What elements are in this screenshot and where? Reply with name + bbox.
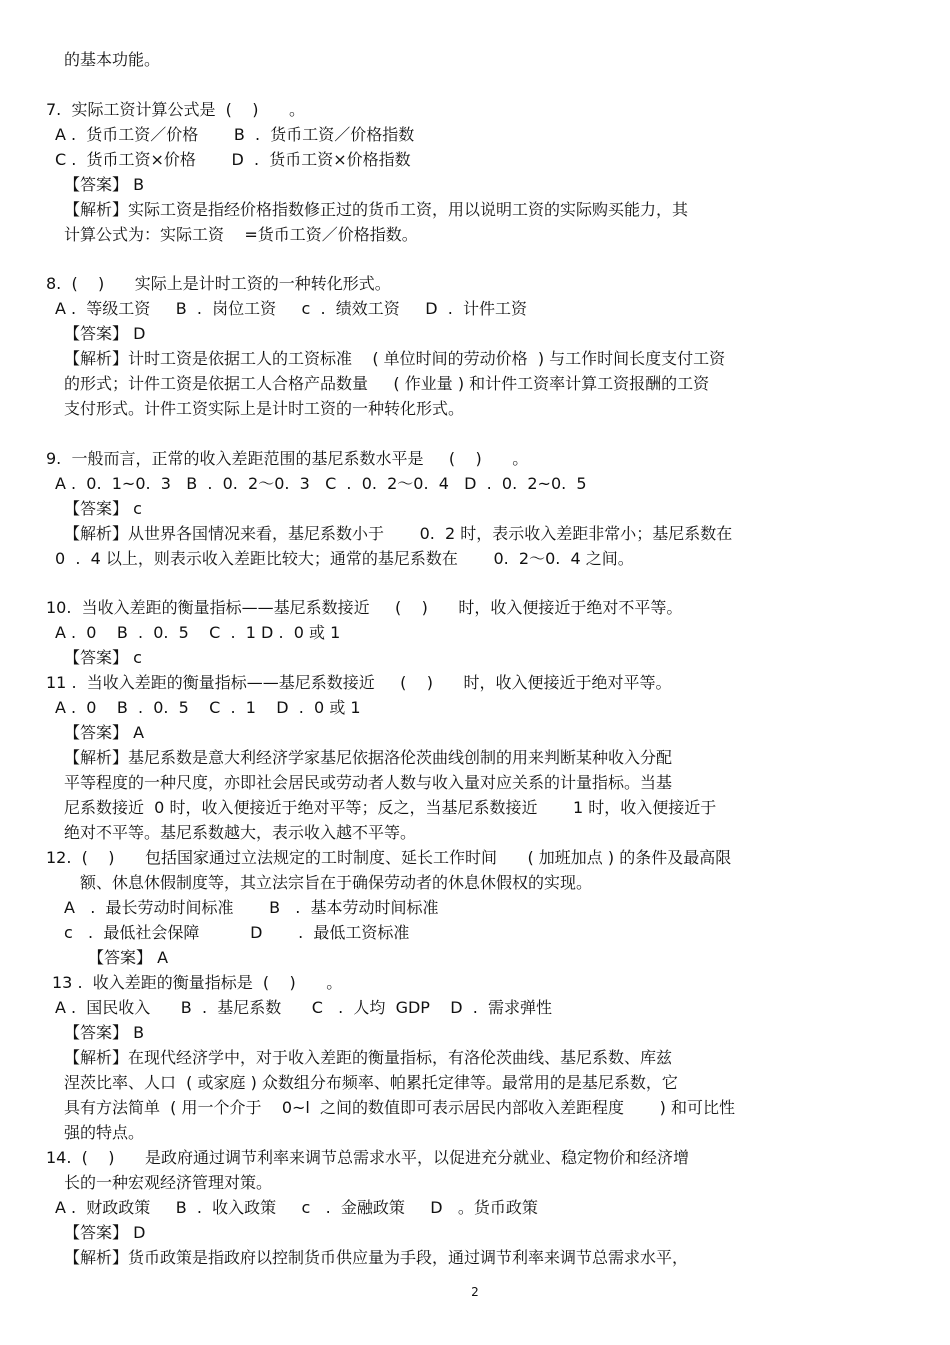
answer-line: 【答案】 B (64, 175, 145, 194)
options-line: C . 货币工资×价格 D . 货币工资×价格指数 (55, 150, 411, 169)
explanation-line: 0 . 4 以上，则表示收入差距比较大；通常的基尼系数在 0. 2～0. 4 之间。 (55, 549, 634, 568)
answer-line: 【答案】 A (64, 723, 145, 742)
options-line: A . 等级工资 B . 岗位工资 c . 绩效工资 D . 计件工资 (55, 299, 527, 318)
question-10: 10. 当收入差距的衡量指标——基尼系数接近 ( ) 时，收入便接近于绝对不平等。 (46, 598, 683, 617)
explanation-line: 【解析】在现代经济学中，对于收入差距的衡量指标，有洛伦茨曲线、基尼系数、库兹 (64, 1048, 673, 1067)
options-line: A . 0 B . 0. 5 C . 1 D . 0 或 1 (55, 698, 361, 717)
question-12: 12. ( ) 包括国家通过立法规定的工时制度、延长工作时间 ( 加班加点 ) 的条件及最高限 (46, 848, 732, 867)
options-line: A . 最长劳动时间标准 B . 基本劳动时间标准 (64, 898, 439, 917)
options-line: A . 国民收入 B . 基尼系数 C . 人均 GDP D . 需求弹性 (55, 998, 553, 1017)
answer-line: 【答案】 A (88, 948, 169, 967)
page-number: 2 (471, 1285, 479, 1299)
explanation-line: 【解析】基尼系数是意大利经济学家基尼依据洛伦茨曲线创制的用来判断某种收入分配 (64, 748, 673, 767)
explanation-line: 的形式；计件工资是依据工人合格产品数量 ( 作业量 ) 和计件工资率计算工资报酬的工资 (64, 374, 710, 393)
explanation-line: 【解析】从世界各国情况来看，基尼系数小于 0. 2 时，表示收入差距非常小；基尼系数在 (64, 524, 733, 543)
text-line: 的基本功能。 (64, 50, 161, 69)
explanation-line: 支付形式。计件工资实际上是计时工资的一种转化形式。 (64, 399, 465, 418)
options-line: A . 0 B . 0. 5 C . 1 D . 0 或 1 (55, 623, 341, 642)
question-9: 9. 一般而言，正常的收入差距范围的基尼系数水平是 ( ) 。 (46, 449, 529, 468)
explanation-line: 【解析】计时工资是依据工人的工资标准 ( 单位时间的劳动价格 ) 与工作时间长度支付工资 (64, 349, 726, 368)
question-7: 7. 实际工资计算公式是 ( ) 。 (46, 100, 305, 119)
explanation-line: 具有方法简单 ( 用一个介于 0~l 之间的数值即可表示居民内部收入差距程度 ) 和可比性 (64, 1098, 735, 1117)
explanation-line: 涅茨比率、人口 ( 或家庭 ) 众数组分布频率、帕累托定律等。最常用的是基尼系数，它 (64, 1073, 678, 1092)
question-12-continued: 额、休息休假制度等，其立法宗旨在于确保劳动者的休息休假权的实现。 (80, 873, 593, 892)
question-8: 8. ( ) 实际上是计时工资的一种转化形式。 (46, 274, 391, 293)
explanation-line: 【解析】货币政策是指政府以控制货币供应量为手段，通过调节利率来调节总需求水平， (64, 1248, 689, 1267)
explanation-line: 尼系数接近 0 时，收入便接近于绝对平等；反之，当基尼系数接近 1 时，收入便接近于 (64, 798, 717, 817)
explanation-line: 【解析】实际工资是指经价格指数修正过的货币工资，用以说明工资的实际购买能力，其 (64, 200, 689, 219)
options-line: A . 财政政策 B . 收入政策 c . 金融政策 D 。货币政策 (55, 1198, 538, 1217)
options-line: c . 最低社会保障 D . 最低工资标准 (64, 923, 410, 942)
question-11: 11 . 当收入差距的衡量指标——基尼系数接近 ( ) 时，收入便接近于绝对平等。 (46, 673, 672, 692)
answer-line: 【答案】 D (64, 1223, 146, 1242)
answer-line: 【答案】 D (64, 324, 146, 343)
explanation-line: 绝对不平等。基尼系数越大，表示收入越不平等。 (64, 823, 417, 842)
question-14-continued: 长的一种宏观经济管理对策。 (64, 1173, 273, 1192)
question-14: 14. ( ) 是政府通过调节利率来调节总需求水平，以促进充分就业、稳定物价和经济增 (46, 1148, 689, 1167)
explanation-line: 平等程度的一种尺度，亦即社会居民或劳动者人数与收入量对应关系的计量指标。当基 (64, 773, 673, 792)
answer-line: 【答案】 B (64, 1023, 145, 1042)
answer-line: 【答案】 c (64, 499, 142, 518)
answer-line: 【答案】 c (64, 648, 142, 667)
question-13: 13 . 收入差距的衡量指标是 ( ) 。 (52, 973, 343, 992)
options-line: A . 货币工资／价格 B . 货币工资／价格指数 (55, 125, 415, 144)
explanation-line: 强的特点。 (64, 1123, 145, 1142)
options-line: A . 0. 1~0. 3 B . 0. 2～0. 3 C . 0. 2～0. 4 D . 0. 2~0. 5 (55, 474, 587, 493)
explanation-line: 计算公式为：实际工资 =货币工资／价格指数。 (64, 225, 418, 244)
